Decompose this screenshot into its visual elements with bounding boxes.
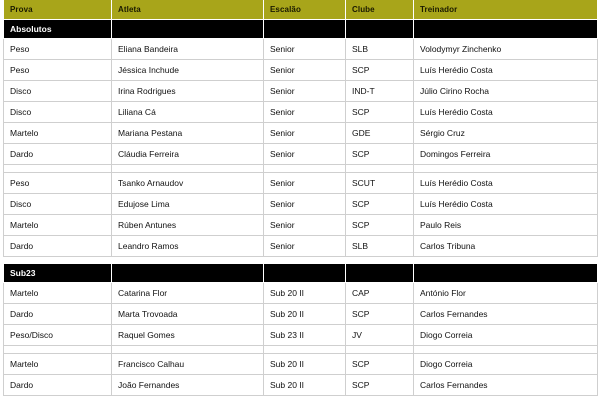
cell-atleta: João Fernandes	[112, 375, 264, 396]
section-header-filler	[414, 20, 598, 39]
table-row	[4, 194, 598, 215]
column-header-treinador: Treinador	[414, 0, 598, 20]
section-title: Absolutos	[4, 20, 112, 39]
cell-prova: Dardo	[4, 236, 112, 257]
cell-escalao: Senior	[264, 215, 346, 236]
cell-clube: IND-T	[346, 81, 414, 102]
table-row	[4, 375, 598, 396]
cell-treinador: Carlos Tribuna	[414, 236, 598, 257]
section-gap	[4, 257, 598, 264]
table-row	[4, 102, 598, 123]
cell-prova: Peso	[4, 173, 112, 194]
table-row	[4, 283, 598, 304]
cell-clube: JV	[346, 325, 414, 346]
section-header-filler	[264, 264, 346, 283]
table-row	[4, 354, 598, 375]
cell-prova: Martelo	[4, 215, 112, 236]
cell-treinador: Sérgio Cruz	[414, 123, 598, 144]
cell-escalao: Senior	[264, 102, 346, 123]
cell-atleta: Francisco Calhau	[112, 354, 264, 375]
cell-atleta: Mariana Pestana	[112, 123, 264, 144]
cell-atleta: Tsanko Arnaudov	[112, 173, 264, 194]
table-header-row	[4, 0, 598, 20]
cell-prova: Dardo	[4, 144, 112, 165]
column-header-escalao: Escalão	[264, 0, 346, 20]
cell-prova: Dardo	[4, 375, 112, 396]
table-row	[4, 60, 598, 81]
cell-treinador: Diogo Correia	[414, 354, 598, 375]
table-body	[4, 20, 598, 396]
cell-clube: GDE	[346, 123, 414, 144]
cell-prova: Peso/Disco	[4, 325, 112, 346]
table-row	[4, 215, 598, 236]
cell-escalao: Senior	[264, 39, 346, 60]
group-spacer-cell	[346, 346, 414, 354]
section-header-filler	[346, 20, 414, 39]
cell-escalao: Senior	[264, 123, 346, 144]
cell-atleta: Catarina Flor	[112, 283, 264, 304]
cell-prova: Disco	[4, 194, 112, 215]
section-header-filler	[414, 264, 598, 283]
cell-treinador: Carlos Fernandes	[414, 304, 598, 325]
group-spacer-cell	[346, 165, 414, 173]
cell-prova: Martelo	[4, 283, 112, 304]
cell-treinador: Luís Herédio Costa	[414, 194, 598, 215]
cell-atleta: Rúben Antunes	[112, 215, 264, 236]
table-row	[4, 81, 598, 102]
cell-prova: Martelo	[4, 354, 112, 375]
group-spacer-cell	[264, 346, 346, 354]
table-row	[4, 123, 598, 144]
cell-atleta: Liliana Cá	[112, 102, 264, 123]
group-spacer-cell	[112, 346, 264, 354]
group-spacer-cell	[4, 346, 112, 354]
table-row	[4, 39, 598, 60]
cell-escalao: Senior	[264, 194, 346, 215]
cell-escalao: Sub 20 II	[264, 283, 346, 304]
table-row	[4, 173, 598, 194]
cell-treinador: Luís Herédio Costa	[414, 173, 598, 194]
cell-atleta: Edujose Lima	[112, 194, 264, 215]
table-head	[4, 0, 598, 20]
cell-atleta: Irina Rodrigues	[112, 81, 264, 102]
cell-escalao: Senior	[264, 173, 346, 194]
section-header-row	[4, 264, 598, 283]
group-spacer-cell	[264, 165, 346, 173]
cell-atleta: Eliana Bandeira	[112, 39, 264, 60]
cell-prova: Peso	[4, 60, 112, 81]
cell-atleta: Marta Trovoada	[112, 304, 264, 325]
cell-escalao: Senior	[264, 60, 346, 81]
cell-treinador: Volodymyr Zinchenko	[414, 39, 598, 60]
cell-treinador: Júlio Cirino Rocha	[414, 81, 598, 102]
cell-prova: Dardo	[4, 304, 112, 325]
cell-atleta: Raquel Gomes	[112, 325, 264, 346]
column-header-atleta: Atleta	[112, 0, 264, 20]
column-header-prova: Prova	[4, 0, 112, 20]
cell-treinador: Domingos Ferreira	[414, 144, 598, 165]
cell-atleta: Leandro Ramos	[112, 236, 264, 257]
cell-clube: SCP	[346, 215, 414, 236]
cell-clube: SCP	[346, 304, 414, 325]
athlete-roster-table	[3, 0, 598, 396]
cell-escalao: Sub 20 II	[264, 354, 346, 375]
cell-clube: SLB	[346, 39, 414, 60]
group-spacer-cell	[414, 165, 598, 173]
group-spacer-cell	[4, 165, 112, 173]
cell-clube: CAP	[346, 283, 414, 304]
cell-escalao: Sub 20 II	[264, 304, 346, 325]
cell-clube: SCUT	[346, 173, 414, 194]
group-spacer-row	[4, 346, 598, 354]
cell-treinador: Carlos Fernandes	[414, 375, 598, 396]
table-row	[4, 144, 598, 165]
section-gap-cell	[4, 257, 598, 264]
section-header-row	[4, 20, 598, 39]
group-spacer-cell	[112, 165, 264, 173]
table-row	[4, 325, 598, 346]
cell-clube: SCP	[346, 102, 414, 123]
section-title: Sub23	[4, 264, 112, 283]
cell-prova: Disco	[4, 102, 112, 123]
cell-prova: Peso	[4, 39, 112, 60]
cell-treinador: António Flor	[414, 283, 598, 304]
group-spacer-cell	[414, 346, 598, 354]
cell-escalao: Senior	[264, 81, 346, 102]
cell-atleta: Jéssica Inchude	[112, 60, 264, 81]
section-header-filler	[112, 264, 264, 283]
cell-clube: SCP	[346, 144, 414, 165]
cell-treinador: Luís Herédio Costa	[414, 60, 598, 81]
cell-prova: Disco	[4, 81, 112, 102]
cell-escalao: Senior	[264, 236, 346, 257]
cell-escalao: Sub 20 II	[264, 375, 346, 396]
cell-clube: SLB	[346, 236, 414, 257]
group-spacer-row	[4, 165, 598, 173]
cell-escalao: Sub 23 II	[264, 325, 346, 346]
cell-atleta: Cláudia Ferreira	[112, 144, 264, 165]
cell-treinador: Paulo Reis	[414, 215, 598, 236]
table-row	[4, 304, 598, 325]
cell-clube: SCP	[346, 60, 414, 81]
section-header-filler	[112, 20, 264, 39]
cell-clube: SCP	[346, 354, 414, 375]
table-row	[4, 236, 598, 257]
column-header-clube: Clube	[346, 0, 414, 20]
cell-escalao: Senior	[264, 144, 346, 165]
cell-clube: SCP	[346, 375, 414, 396]
section-header-filler	[346, 264, 414, 283]
cell-clube: SCP	[346, 194, 414, 215]
cell-prova: Martelo	[4, 123, 112, 144]
section-header-filler	[264, 20, 346, 39]
cell-treinador: Diogo Correia	[414, 325, 598, 346]
cell-treinador: Luís Herédio Costa	[414, 102, 598, 123]
